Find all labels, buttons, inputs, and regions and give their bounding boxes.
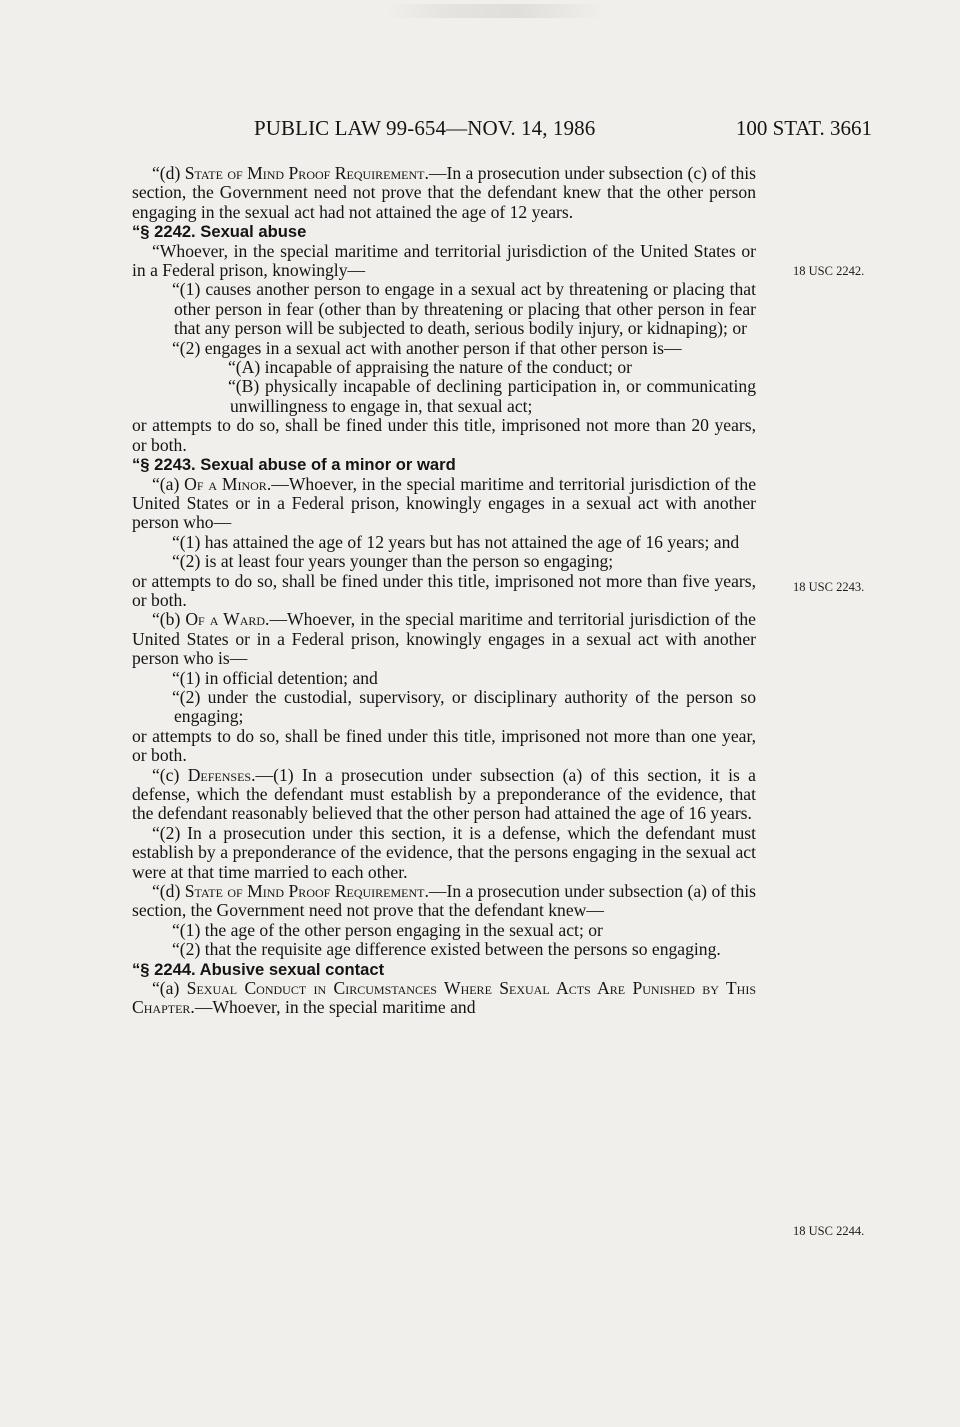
paragraph-label: “(a) xyxy=(152,473,185,494)
section-2242-item-1: “(1) causes another person to engage in a sexual act by threatening or placing that other person in fear (other than by threatening or placing that other person in fear that any person will be subjected to death, serious bodily injury, or kidnaping); or xyxy=(172,279,756,339)
paragraph-label: “(d) xyxy=(152,881,185,902)
section-2243-c-2: “(2) In a prosecution under this section, it is a defense, which the defendant must establish by a preponderance of the evidence, that the persons engaging in the sexual act were at that time married to each other. xyxy=(132,822,756,882)
paragraph-label: “(c) xyxy=(152,764,188,785)
section-2242-item-2: “(2) engages in a sexual act with another person if that other person is— xyxy=(172,337,682,358)
section-2243-a-2: “(2) is at least four years younger than the person so engaging; xyxy=(172,551,614,572)
stat-reference: 100 STAT. 3661 xyxy=(735,116,872,140)
section-2243-d-2: “(2) that the requisite age difference existed between the persons so engaging. xyxy=(172,939,721,960)
margin-note-2243: 18 USC 2243. xyxy=(793,580,865,594)
paragraph-text: —(1) In a prosecution under subsection (a) of this section, it is a defense, which the defendant must establish by a preponderance of the evidence, that the defendant reasonably believed that the other person had attained the age of 16 years. xyxy=(132,764,756,824)
paragraph-label: “(b) xyxy=(152,609,186,630)
section-2242-penalty: or attempts to do so, shall be fined under this title, imprisoned not more than 20 years, or both. xyxy=(132,415,756,455)
paragraph-d-state-of-mind xyxy=(132,164,756,222)
paragraph-text: —In a prosecution under subsection (c) of this section, the Government need not prove that the defendant knew that the other person engaging in the sexual act had not attained the age of 12 years. xyxy=(132,163,756,222)
paragraph-text: —In a prosecution under subsection (a) of this section, the Government need not prove that the defendant knew— xyxy=(132,881,756,921)
section-2243-b-penalty: or attempts to do so, shall be fined under this title, imprisoned not more than one year, or both. xyxy=(132,725,756,766)
paragraph-label: “(d) xyxy=(152,163,185,183)
section-2243-b-2: “(2) under the custodial, supervisory, or disciplinary authority of the person so engaging; xyxy=(172,686,756,727)
section-2243-a-1: “(1) has attained the age of 12 years but has not attained the age of 16 years; and xyxy=(172,531,740,552)
paragraph-caption: Of a Ward. xyxy=(185,609,270,630)
body-text xyxy=(132,164,756,1018)
section-2243-b-1: “(1) in official detention; and xyxy=(172,667,378,688)
paragraph-caption: Of a Minor. xyxy=(184,473,272,494)
paragraph-text: —Whoever, in the special maritime and territorial jurisdiction of the United States or in a Federal prison, knowingly engages in a sexual act with another person who— xyxy=(132,473,757,533)
section-heading-2243: “§ 2243. Sexual abuse of a minor or ward xyxy=(132,455,456,475)
paragraph-caption: State of Mind Proof Requirement. xyxy=(184,881,429,902)
section-2243-b xyxy=(132,610,756,668)
page-header xyxy=(0,116,960,146)
section-2243-a-penalty: or attempts to do so, shall be fined under this title, imprisoned not more than five years, or both. xyxy=(132,570,756,610)
section-2243-d xyxy=(132,882,756,921)
section-2242-intro: “Whoever, in the special maritime and territorial jurisdiction of the United States or in a Federal prison, knowingly— xyxy=(132,240,756,281)
paragraph-caption: State of Mind Proof Requirement. xyxy=(184,163,429,183)
paragraph-text: —Whoever, in the special maritime and territorial jurisdiction of the United States or in a Federal prison, knowingly engages in a sexual act with another person who is— xyxy=(132,609,756,669)
section-heading-2244: “§ 2244. Abusive sexual contact xyxy=(132,959,385,979)
paragraph-caption: Sexual Conduct in Circumstances Where Sexual Acts Are Punished by This Chapter. xyxy=(132,978,756,1018)
margin-note-2242: 18 USC 2242. xyxy=(793,264,865,278)
section-2244-a xyxy=(132,979,756,1018)
section-2243-d-1: “(1) the age of the other person engaging in the sexual act; or xyxy=(172,919,603,940)
section-2242-item-b: “(B) physically incapable of declining participation in, or communicating unwillingness to engage in, that sexual act; xyxy=(228,376,756,416)
section-2243-c xyxy=(132,766,756,824)
paragraph-text: —Whoever, in the special maritime and xyxy=(194,997,476,1018)
section-2243-a xyxy=(132,475,756,533)
scan-artifact xyxy=(385,4,605,18)
margin-note-2244: 18 USC 2244. xyxy=(793,1224,865,1238)
paragraph-caption: Defenses. xyxy=(187,764,256,785)
section-2242-item-a: “(A) incapable of appraising the nature of the conduct; or xyxy=(228,357,633,378)
paragraph-label: “(a) xyxy=(152,978,187,999)
running-head: PUBLIC LAW 99-654—NOV. 14, 1986 xyxy=(254,116,596,140)
section-heading-2242: “§ 2242. Sexual abuse xyxy=(132,222,307,242)
